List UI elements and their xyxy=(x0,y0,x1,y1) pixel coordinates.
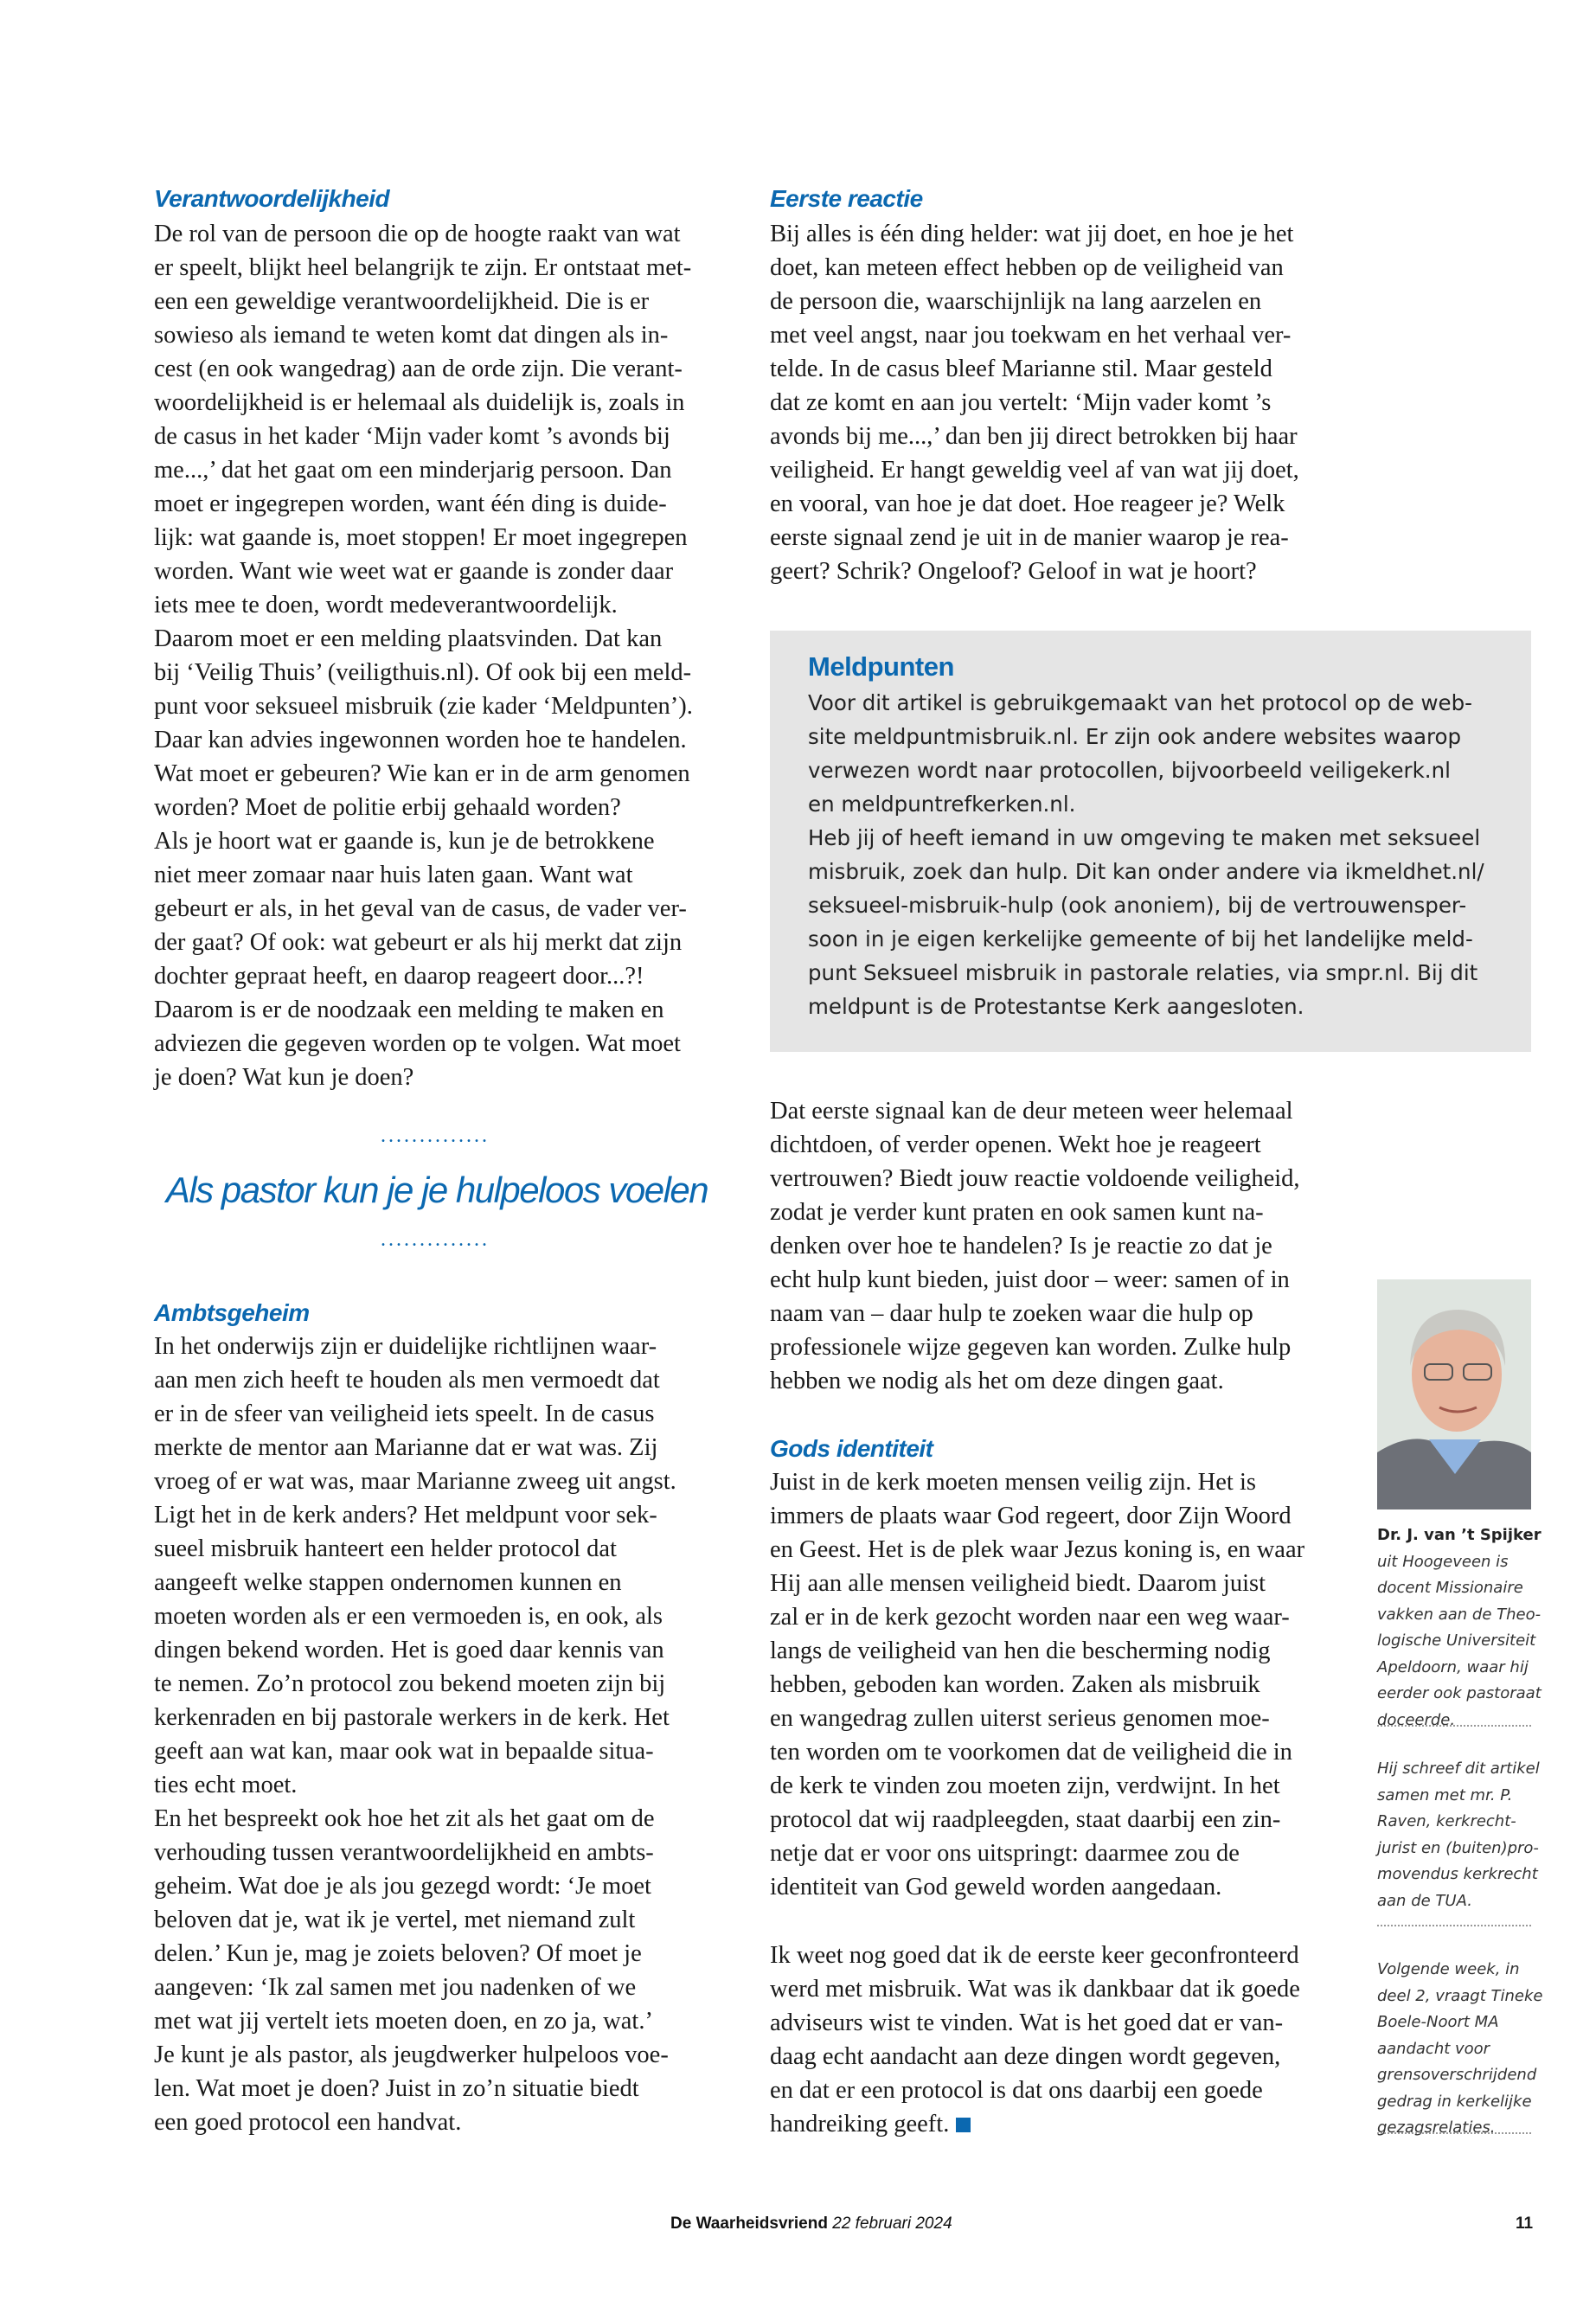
text-line: meldpunt is de Protestantse Kerk aangesloten. xyxy=(808,994,1304,1019)
text-line: punt Seksueel misbruik in pastorale relaties, via smpr.nl. Bij dit xyxy=(808,960,1478,985)
text-line: uit Hoogeveen is xyxy=(1377,1552,1509,1571)
text-line: deel 2, vraagt Tineke xyxy=(1377,1986,1543,2005)
text-line: hebben we nodig als het om deze dingen gaat. xyxy=(770,1368,1224,1394)
text-line: immers de plaats waar God regeert, door Zijn Woord xyxy=(770,1503,1292,1529)
text-line: doet, kan meteen effect hebben op de veiligheid van xyxy=(770,254,1284,281)
text-line: naam van – daar hulp te zoeken waar die hulp op xyxy=(770,1300,1253,1327)
text-line: Juist in de kerk moeten mensen veilig zijn. Het is xyxy=(770,1469,1256,1496)
text-line: identiteit van God geweld worden aangedaan. xyxy=(770,1874,1222,1900)
text-line: Hij schreef dit artikel xyxy=(1377,1759,1540,1778)
body-signaal xyxy=(770,1094,1300,1398)
text-line: soon in je eigen kerkelijke gemeente of bij het landelijke meld- xyxy=(808,926,1473,952)
text-line: samen met mr. P. xyxy=(1377,1785,1513,1804)
text-line: met wat jij vertelt iets moeten doen, en zo ja, wat.’ xyxy=(154,2008,653,2035)
text-line: en vooral, van hoe je dat doet. Hoe reageer je? Welk xyxy=(770,490,1285,517)
sidebar-separator xyxy=(1377,1925,1531,1926)
text-line: Ik weet nog goed dat ik de eerste keer geconfronteerd xyxy=(770,1942,1299,1969)
author-portrait-icon xyxy=(1377,1279,1531,1509)
body-verantwoordelijkheid xyxy=(154,217,693,1094)
text-line: Wat moet er gebeuren? Wie kan er in de arm genomen xyxy=(154,760,690,787)
heading-gods-identiteit: Gods identiteit xyxy=(770,1435,933,1462)
text-line: eerste signaal zend je uit in de manier waarop je rea- xyxy=(770,524,1289,551)
author-name: Dr. J. van ’t Spijker xyxy=(1377,1526,1542,1544)
text-line: site meldpuntmisbruik.nl. Er zijn ook andere websites waarop xyxy=(808,724,1462,749)
text-line: woordelijkheid is er helemaal als duidelijk is, zoals in xyxy=(154,389,685,416)
pull-quote: Als pastor kun je je hulpeloos voelen xyxy=(165,1170,708,1210)
text-line: punt voor seksueel misbruik (zie kader ‘Meldpunten’). xyxy=(154,693,693,720)
text-line: hebben, geboden kan worden. Zaken als misbruik xyxy=(770,1671,1260,1698)
text-line: de kerk te vinden zou moeten zijn, verdwijnt. In het xyxy=(770,1772,1280,1799)
text-line: Bij alles is één ding helder: wat jij doet, en hoe je het xyxy=(770,221,1294,247)
text-line: misbruik, zoek dan hulp. Dit kan onder andere via ikmeldhet.nl/ xyxy=(808,859,1484,884)
body-gods-identiteit xyxy=(770,1465,1304,1904)
author-photo xyxy=(1377,1279,1531,1509)
text-line: daag echt aandacht aan deze dingen wordt gegeven, xyxy=(770,2043,1281,2070)
text-line: en meldpuntrefkerken.nl. xyxy=(808,792,1076,817)
text-line: verwezen wordt naar protocollen, bijvoorbeeld veiligekerk.nl xyxy=(808,758,1451,783)
text-line: Apeldoorn, waar hij xyxy=(1377,1657,1529,1676)
text-line: geeft aan wat kan, maar ook wat in bepaalde situa- xyxy=(154,1738,654,1765)
text-line: Boele-Noort MA xyxy=(1377,2013,1499,2031)
text-line: me...,’ dat het gaat om een minderjarig persoon. Dan xyxy=(154,457,672,484)
text-line: gebeurt er als, in het geval van de casus, de vader ver- xyxy=(154,895,687,922)
text-line: ten worden om te voorkomen dat de veiligheid die in xyxy=(770,1739,1292,1766)
text-line: een een geweldige verantwoordelijkheid. Die is er xyxy=(154,288,650,315)
text-line: dat ze komt en aan jou vertelt: ‘Mijn vader komt ’s xyxy=(770,389,1272,416)
text-line: worden. Want wie weet wat er gaande is zonder daar xyxy=(154,558,674,585)
text-line: aangeeft welke stappen ondernomen kunnen en xyxy=(154,1569,622,1596)
text-line: Hij aan alle mensen veiligheid biedt. Daarom juist xyxy=(770,1570,1266,1597)
text-line: aan de TUA. xyxy=(1377,1891,1472,1910)
next-week-note xyxy=(1377,1957,1543,2142)
text-line: verhouding tussen verantwoordelijkheid en ambts- xyxy=(154,1839,654,1866)
text-line: iets mee te doen, wordt medeverantwoordelijk. xyxy=(154,592,618,619)
text-line: er speelt, blijkt heel belangrijk te zijn. Er ontstaat met- xyxy=(154,254,692,281)
text-line: Daarom is er de noodzaak een melding te maken en xyxy=(154,997,664,1023)
heading-ambtsgeheim: Ambtsgeheim xyxy=(154,1299,310,1326)
text-line: langs de veiligheid van hen die bescherming nodig xyxy=(770,1638,1271,1664)
text-line: merkte de mentor aan Marianne dat er wat was. Zij xyxy=(154,1434,658,1461)
text-line: zodat je verder kunt praten en ook samen kunt na- xyxy=(770,1199,1264,1226)
meldpunten-body xyxy=(808,686,1484,1023)
text-line: avonds bij me...,’ dan ben jij direct betrokken bij haar xyxy=(770,423,1298,450)
text-line: movendus kerkrecht xyxy=(1377,1865,1538,1883)
text-line: te nemen. Zo’n protocol zou bekend moeten zijn bij xyxy=(154,1670,666,1697)
text-line: doceerde. xyxy=(1377,1710,1456,1729)
author-bio xyxy=(1377,1522,1542,1734)
text-line: handreiking geeft. xyxy=(770,2107,1300,2141)
text-line: en wangedrag zullen uiterst serieus genomen moe- xyxy=(770,1705,1270,1732)
text-line: vroeg of er wat was, maar Marianne zweeg uit angst. xyxy=(154,1468,676,1495)
text-line: In het onderwijs zijn er duidelijke richtlijnen waar- xyxy=(154,1333,657,1360)
text-line: jurist en (buiten)pro- xyxy=(1377,1838,1539,1857)
text-line: Raven, kerkrecht- xyxy=(1377,1812,1516,1830)
text-line: len. Wat moet je doen? Juist in zo’n situatie biedt xyxy=(154,2075,639,2102)
text-line: niet meer zomaar naar huis laten gaan. Want wat xyxy=(154,862,633,888)
heading-verantwoordelijkheid: Verantwoordelijkheid xyxy=(154,185,390,212)
divider-dots-bottom: .............. xyxy=(381,1228,490,1251)
text-line: de persoon die, waarschijnlijk na lang aarzelen en xyxy=(770,288,1262,315)
coauthor-note xyxy=(1377,1756,1540,1914)
text-line: zal er in de kerk gezocht worden naar een weg waar- xyxy=(770,1604,1290,1631)
text-line: eerder ook pastoraat xyxy=(1377,1684,1542,1702)
end-mark-icon xyxy=(956,2118,971,2132)
text-line: en dat er een protocol is dat ons daarbij een goede xyxy=(770,2077,1263,2104)
text-line: Ligt het in de kerk anders? Het meldpunt voor sek- xyxy=(154,1502,657,1529)
text-line: grensoverschrijdend xyxy=(1377,2066,1537,2084)
text-line: gezagsrelaties. xyxy=(1377,2118,1496,2137)
text-line: En het bespreekt ook hoe het zit als het gaat om de xyxy=(154,1805,655,1832)
text-line: moeten worden als er een vermoeden is, en ook, als xyxy=(154,1603,663,1630)
text-line: veiligheid. Er hangt geweldig veel af van wat jij doet, xyxy=(770,457,1299,484)
text-line: beloven dat je, wat ik je vertel, met niemand zult xyxy=(154,1907,636,1933)
text-line: met veel angst, naar jou toekwam en het verhaal ver- xyxy=(770,322,1292,349)
sidebar-separator xyxy=(1377,2132,1531,2134)
page-number: 11 xyxy=(1516,2214,1534,2233)
text-line: er in de sfeer van veiligheid iets speelt. In de casus xyxy=(154,1400,655,1427)
text-line: denken over hoe te handelen? Is je reactie zo dat je xyxy=(770,1233,1272,1259)
text-line: Heb jij of heeft iemand in uw omgeving te maken met seksueel xyxy=(808,825,1481,850)
body-closing xyxy=(770,1939,1300,2141)
text-line: gedrag in kerkelijke xyxy=(1377,2092,1532,2111)
text-line: docent Missionaire xyxy=(1377,1579,1523,1597)
text-line: lijk: wat gaande is, moet stoppen! Er moet ingegrepen xyxy=(154,524,688,551)
meldpunten-box xyxy=(770,631,1531,1052)
text-line: cest (en ook wangedrag) aan de orde zijn. Die verant- xyxy=(154,356,683,382)
meldpunten-title: Meldpunten xyxy=(808,651,954,682)
text-line: dichtdoen, of verder openen. Wekt hoe je reageert xyxy=(770,1131,1261,1158)
text-line: protocol dat wij raadpleegden, staat daarbij een zin- xyxy=(770,1806,1281,1833)
text-line: professionele wijze gegeven kan worden. Zulke hulp xyxy=(770,1334,1292,1361)
text-line: aandacht voor xyxy=(1377,2039,1490,2058)
text-line: worden? Moet de politie erbij gehaald worden? xyxy=(154,794,621,821)
text-line: Voor dit artikel is gebruikgemaakt van het protocol op de web- xyxy=(808,690,1472,715)
text-line: telde. In de casus bleef Marianne stil. Maar gesteld xyxy=(770,356,1272,382)
text-line: delen.’ Kun je, mag je zoiets beloven? Of moet je xyxy=(154,1940,642,1967)
text-line: vertrouwen? Biedt jouw reactie voldoende veiligheid, xyxy=(770,1165,1300,1192)
text-line: kerkenraden en bij pastorale werkers in de kerk. Het xyxy=(154,1704,670,1731)
text-line: adviseurs wist te vinden. Wat is het goed dat er van- xyxy=(770,2009,1284,2036)
body-ambtsgeheim xyxy=(154,1330,676,2139)
text-line: adviezen die gegeven worden op te volgen. Wat moet xyxy=(154,1030,681,1057)
text-line: seksueel-misbruik-hulp (ook anoniem), bij de vertrouwensper- xyxy=(808,893,1467,918)
text-line: aan men zich heeft te houden als men vermoedt dat xyxy=(154,1367,660,1394)
text-line: echt hulp kunt bieden, juist door – weer: samen of in xyxy=(770,1266,1290,1293)
text-line: Als je hoort wat er gaande is, kun je de betrokkene xyxy=(154,828,655,855)
publication-name: De Waarheidsvriend xyxy=(670,2214,828,2233)
sidebar-separator xyxy=(1377,1725,1531,1727)
text-line: sowieso als iemand te weten komt dat dingen als in- xyxy=(154,322,669,349)
text-line: dochter gepraat heeft, en daarop reageert door...?! xyxy=(154,963,644,990)
text-line: De rol van de persoon die op de hoogte raakt van wat xyxy=(154,221,681,247)
page-footer xyxy=(670,2214,952,2234)
text-line: Volgende week, in xyxy=(1377,1960,1520,1978)
issue-date: 22 februari 2024 xyxy=(832,2214,952,2233)
text-line: de casus in het kader ‘Mijn vader komt ’s avonds bij xyxy=(154,423,670,450)
text-line: sueel misbruik hanteert een helder protocol dat xyxy=(154,1535,617,1562)
text-line: ties echt moet. xyxy=(154,1772,298,1798)
text-line: vakken aan de Theo- xyxy=(1377,1605,1542,1624)
text-line: moet er ingegrepen worden, want één ding is duide- xyxy=(154,490,667,517)
text-line: werd met misbruik. Wat was ik dankbaar dat ik goede xyxy=(770,1976,1300,2003)
body-eerste-reactie xyxy=(770,217,1299,588)
text-line: Daar kan advies ingewonnen worden hoe te handelen. xyxy=(154,727,687,753)
text-line: een goed protocol een handvat. xyxy=(154,2109,462,2136)
text-line: der gaat? Of ook: wat gebeurt er als hij merkt dat zijn xyxy=(154,929,683,956)
text-line: aangeven: ‘Ik zal samen met jou nadenken of we xyxy=(154,1974,637,2001)
text-line: logische Universiteit xyxy=(1377,1631,1536,1650)
author-bio-text xyxy=(1377,1549,1542,1734)
text-line: geert? Schrik? Ongeloof? Geloof in wat je hoort? xyxy=(770,558,1257,585)
text-line: Daarom moet er een melding plaatsvinden. Dat kan xyxy=(154,625,663,652)
text-line: dingen bekend worden. Het is goed daar kennis van xyxy=(154,1637,664,1663)
text-line: geheim. Wat doe je als jou gezegd wordt: ‘Je moet xyxy=(154,1873,651,1900)
divider-dots-top: .............. xyxy=(381,1125,490,1147)
text-line: en Geest. Het is de plek waar Jezus koning is, en waar xyxy=(770,1536,1305,1563)
text-line: netje dat er voor ons uitspringt: daarmee zou de xyxy=(770,1840,1240,1867)
text-line: Je kunt je als pastor, als jeugdwerker hulpeloos voe- xyxy=(154,2041,669,2068)
text-line: bij ‘Veilig Thuis’ (veiligthuis.nl). Of ook bij een meld- xyxy=(154,659,692,686)
heading-eerste-reactie: Eerste reactie xyxy=(770,185,923,212)
text-line: je doen? Wat kun je doen? xyxy=(154,1064,414,1091)
text-line: Dat eerste signaal kan de deur meteen weer helemaal xyxy=(770,1098,1293,1125)
